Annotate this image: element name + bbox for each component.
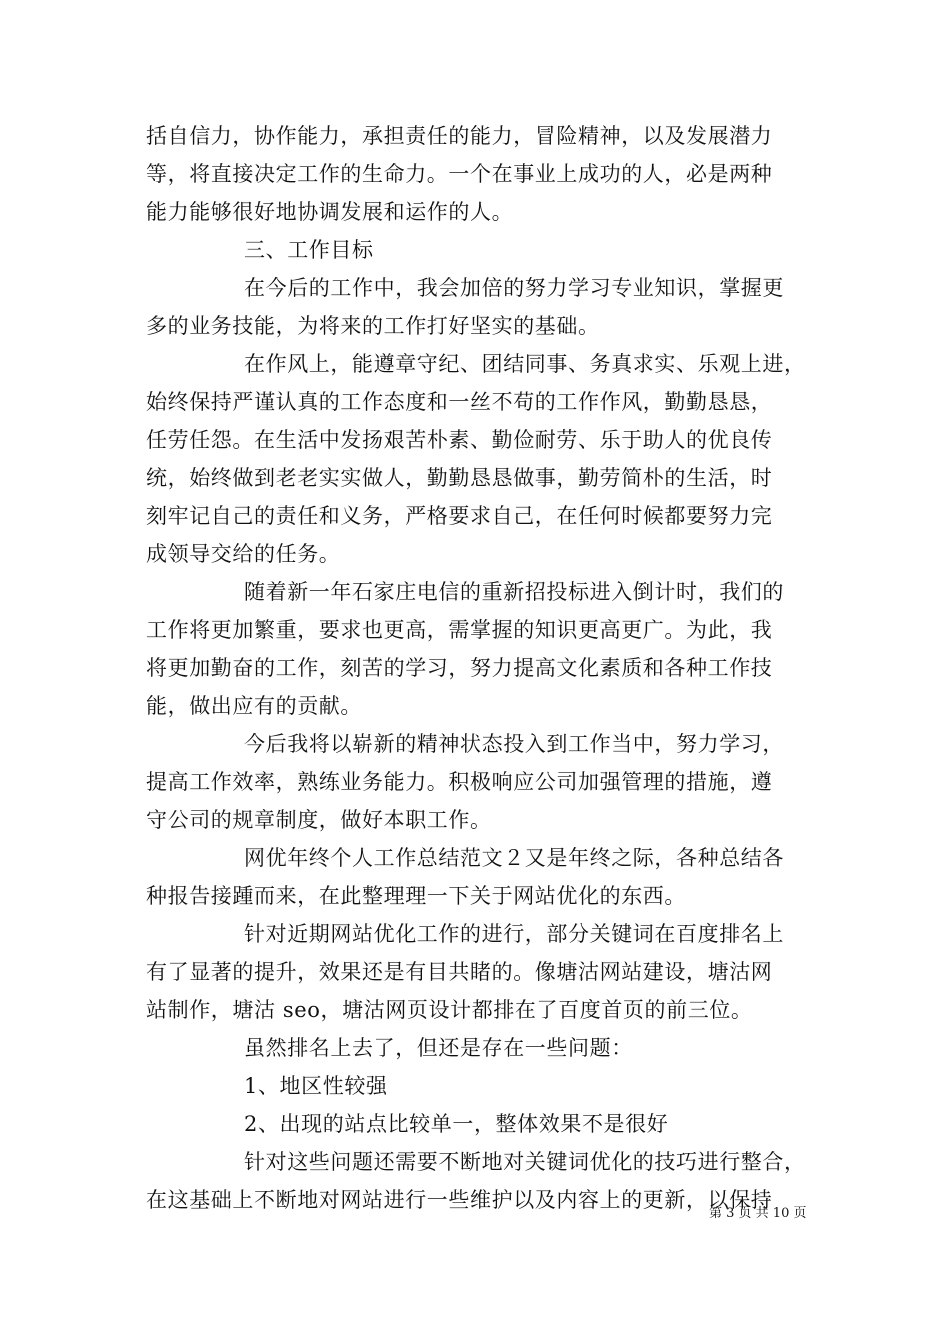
body-text-line: 针对这些问题还需要不断地对关键词优化的技巧进行整合， xyxy=(244,1150,806,1174)
body-text-line: 统，始终做到老老实实做人，勤勤恳恳做事，勤劳简朴的生活，时 xyxy=(146,466,773,490)
list-item: 2、出现的站点比较单一，整体效果不是很好 xyxy=(244,1112,669,1136)
body-text-line: 工作将更加繁重，要求也更高，需掌握的知识更高更广。为此，我 xyxy=(146,618,773,642)
body-text-line: 多的业务技能，为将来的工作打好坚实的基础。 xyxy=(146,314,600,338)
body-text-line: 在今后的工作中，我会加倍的努力学习专业知识，掌握更 xyxy=(244,276,784,300)
body-text-line: 站制作，塘沽 seo，塘沽网页设计都排在了百度首页的前三位。 xyxy=(146,998,753,1022)
list-item: 1、地区性较强 xyxy=(244,1074,388,1098)
body-text-line: 将更加勤奋的工作，刻苦的学习，努力提高文化素质和各种工作技 xyxy=(146,656,773,680)
body-text-line: 等，将直接决定工作的生命力。一个在事业上成功的人，必是两种 xyxy=(146,162,773,186)
body-text-line: 有了显著的提升，效果还是有目共睹的。像塘沽网站建设，塘沽网 xyxy=(146,960,773,984)
body-text-line: 在作风上，能遵章守纪、团结同事、务真求实、乐观上进， xyxy=(244,352,806,376)
body-text-line: 提高工作效率，熟练业务能力。积极响应公司加强管理的措施，遵 xyxy=(146,770,773,794)
body-text-line: 在这基础上不断地对网站进行一些维护以及内容上的更新，以保持 xyxy=(146,1188,773,1212)
body-text-line: 随着新一年石家庄电信的重新招投标进入倒计时，我们的 xyxy=(244,580,784,604)
body-text-line: 任劳任怨。在生活中发扬艰苦朴素、勤俭耐劳、乐于助人的优良传 xyxy=(146,428,773,452)
body-text-line: 网优年终个人工作总结范文２又是年终之际，各种总结各 xyxy=(244,846,784,870)
body-text-line: 能力能够很好地协调发展和运作的人。 xyxy=(146,200,514,224)
body-text-line: 虽然排名上去了，但还是存在一些问题： xyxy=(244,1036,633,1060)
body-text-line: 括自信力，协作能力，承担责任的能力，冒险精神，以及发展潜力 xyxy=(146,124,773,148)
body-text-line: 针对近期网站优化工作的进行，部分关键词在百度排名上 xyxy=(244,922,784,946)
body-text-line: 能，做出应有的贡献。 xyxy=(146,694,362,718)
page-number-footer: 第 3 页 共 10 页 xyxy=(709,1206,807,1221)
body-text-line: 守公司的规章制度，做好本职工作。 xyxy=(146,808,492,832)
body-text-line: 刻牢记自己的责任和义务，严格要求自己，在任何时候都要努力完 xyxy=(146,504,773,528)
body-text-line: 今后我将以崭新的精神状态投入到工作当中，努力学习， xyxy=(244,732,784,756)
body-text-line: 成领导交给的任务。 xyxy=(146,542,341,566)
body-text-line: 种报告接踵而来，在此整理理一下关于网站优化的东西。 xyxy=(146,884,686,908)
body-text-line: 始终保持严谨认真的工作态度和一丝不苟的工作作风，勤勤恳恳， xyxy=(146,390,773,414)
section-heading: 三、工作目标 xyxy=(244,238,374,262)
